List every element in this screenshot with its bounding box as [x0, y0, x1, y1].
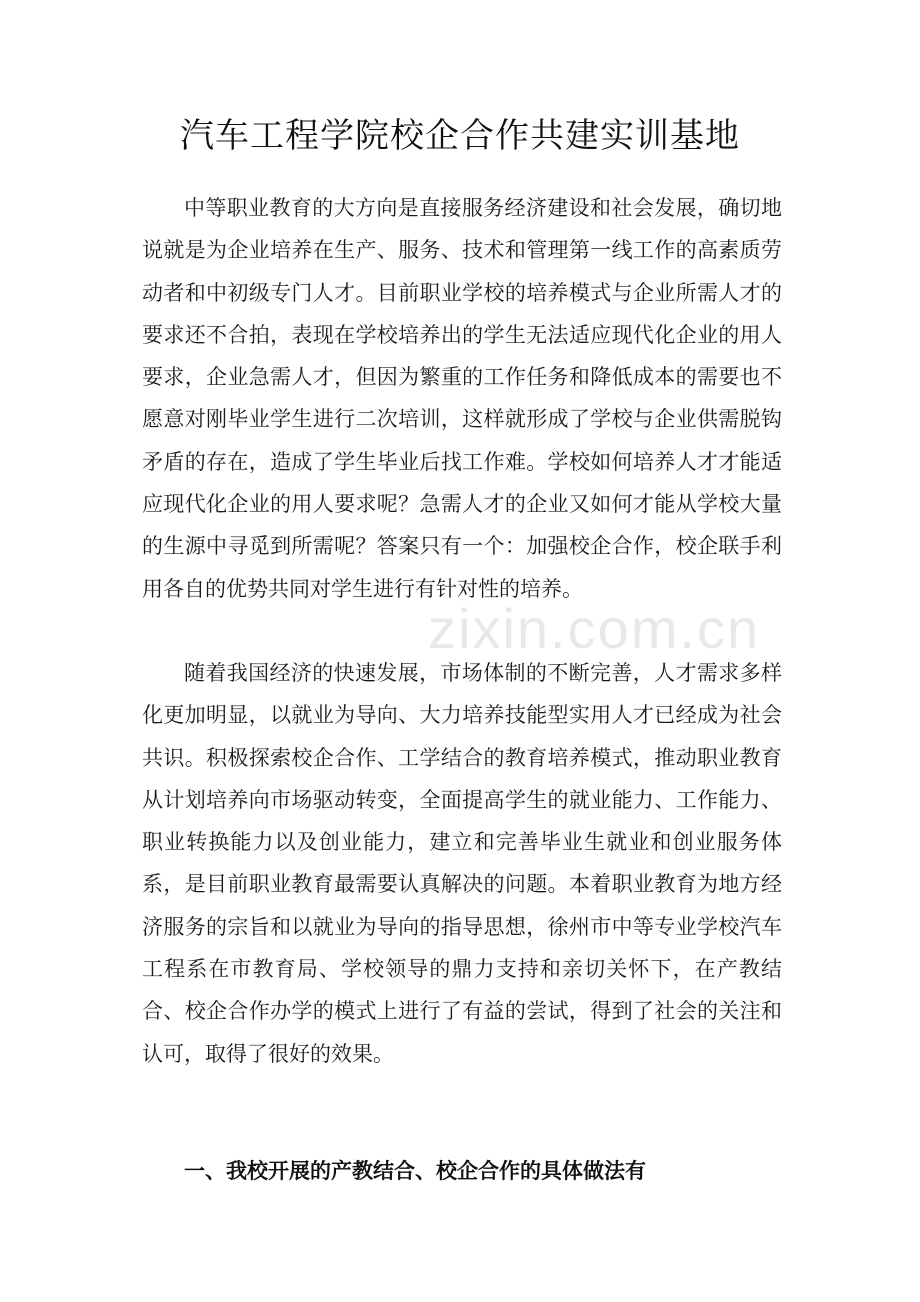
body-paragraph-2: 随着我国经济的快速发展，市场体制的不断完善，人才需求多样化更加明显，以就业为导向、大力培养技能型实用人才已经成为社会共识。积极探索校企合作、工学结合的教育培养模式，推动职业教育从计划培养向市场驱动转变，全面提高学生的就业能力、工作能力、职业转换能力以及创业能力，建立和完善毕业生就业和创业服务体系，是目前职业教育最需要认真解决的问题。本着职业教育为地方经济服务的宗旨和以就业为导向的指导思想，徐州市中等专业学校汽车工程系在市教育局、学校领导的鼎力支持和亲切关怀下，在产教结合、校企合作办学的模式上进行了有益的尝试，得到了社会的关注和认可，取得了很好的效果。: [142, 661, 782, 1066]
body-paragraph-1: 中等职业教育的大方向是直接服务经济建设和社会发展，确切地说就是为企业培养在生产、服务、技术和管理第一线工作的高素质劳动者和中初级专门人才。目前职业学校的培养模式与企业所需人才的要求还不合拍，表现在学校培养出的学生无法适应现代化企业的用人要求，企业急需人才，但因为繁重的工作任务和降低成本的需要也不愿意对刚毕业学生进行二次培训，这样就形成了学校与企业供需脱钩矛盾的存在，造成了学生毕业后找工作难。学校如何培养人才才能适应现代化企业的用人要求呢？急需人才的企业又如何才能从学校大量的生源中寻觅到所需呢？答案只有一个：加强校企合作，校企联手利用各自的优势共同对学生进行有针对性的培养。: [142, 196, 782, 601]
section-heading: 一、我校开展的产教结合、校企合作的具体做法有: [184, 1159, 646, 1183]
watermark: zixin.com.cn: [428, 597, 761, 660]
document-title: 汽车工程学院校企合作共建实训基地: [180, 116, 740, 156]
